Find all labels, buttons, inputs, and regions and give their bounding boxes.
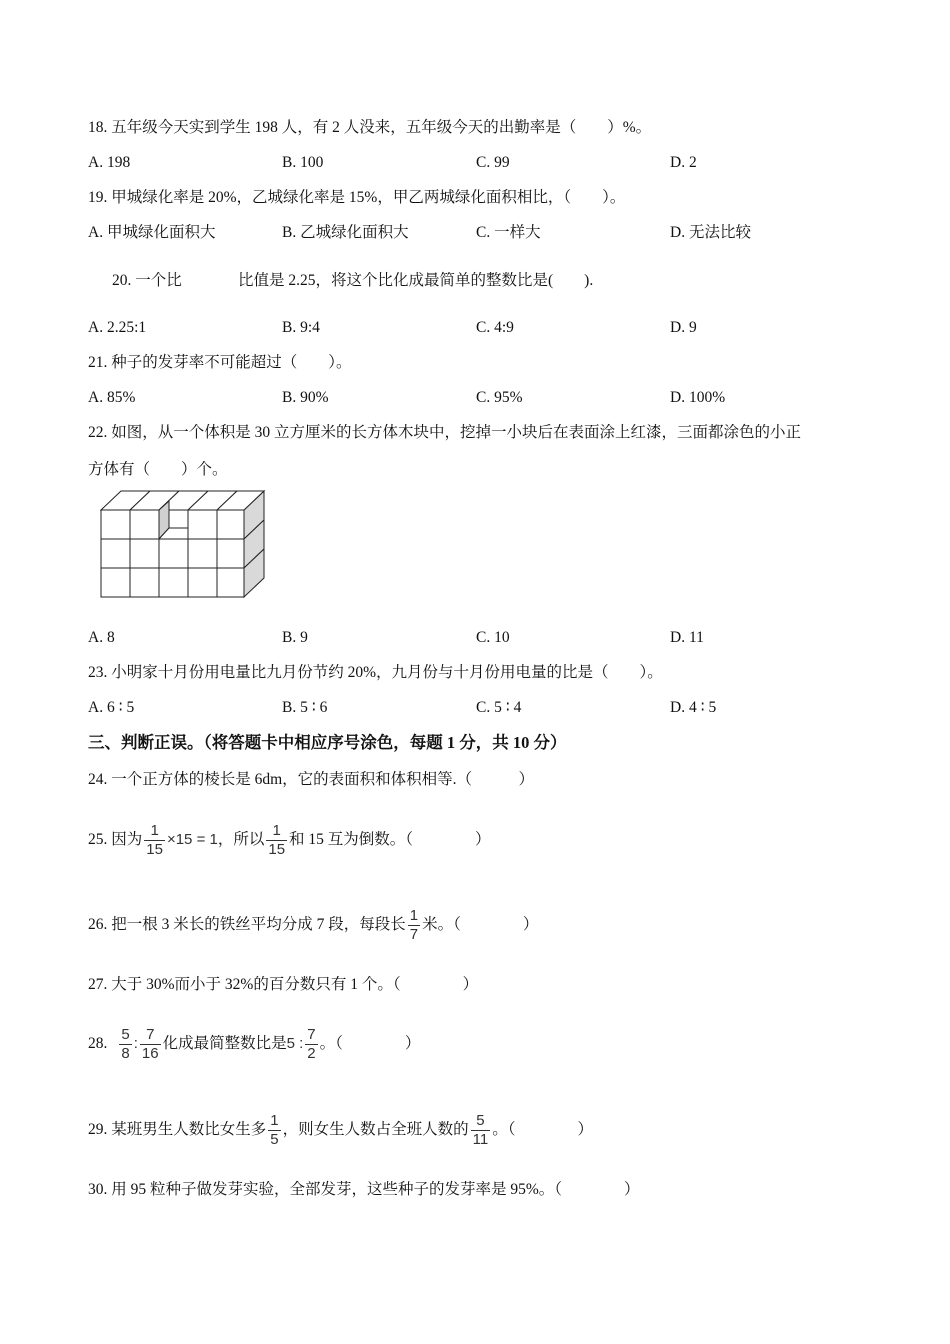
q25-prefix: 25. 因为: [88, 831, 143, 848]
question-22-line2: 方体有（ ）个。: [88, 461, 228, 478]
question-21-text: 21. 种子的发芽率不可能超过（ ）。: [88, 354, 352, 371]
question-26: [88, 897, 538, 953]
q18-option-c[interactable]: C. 99: [476, 154, 510, 171]
q25-f1-denominator: 15: [146, 840, 163, 858]
q25-f2-denominator: 15: [268, 840, 286, 858]
q22-option-b[interactable]: B. 9: [282, 629, 308, 646]
q29-f2-numerator: 5: [476, 1111, 485, 1129]
front-cube-r1c5: [217, 510, 244, 539]
q22-option-c[interactable]: C. 10: [476, 629, 510, 646]
q26-tail: 米。（ ）: [422, 916, 539, 933]
q28-f3-denominator: 2: [307, 1044, 316, 1062]
q29-fraction-2: [471, 1112, 491, 1149]
q20-option-b[interactable]: B. 9:4: [282, 319, 320, 336]
q18-option-a[interactable]: A. 198: [88, 154, 131, 171]
question-24-text: 24. 一个正方体的棱长是 6dm，它的表面积和体积相等.（ ）: [88, 771, 535, 788]
front-cube-r1c1: [101, 510, 130, 539]
q26-fraction: [408, 907, 420, 944]
q28-ratio-left: 5 :: [286, 1035, 304, 1052]
q26-denominator: 7: [409, 925, 419, 943]
q22-option-d[interactable]: D. 11: [670, 629, 704, 646]
front-cube-r3c1: [101, 568, 130, 597]
q21-option-b[interactable]: B. 90%: [282, 389, 329, 406]
q21-option-d[interactable]: D. 100%: [670, 389, 726, 406]
q28-prefix: 28.: [88, 1035, 108, 1052]
front-cube-r2c2: [130, 539, 159, 568]
q29-f2-denominator: 11: [472, 1130, 489, 1148]
question-19-text: 19. 甲城绿化率是 20%，乙城绿化率是 15%，甲乙两城绿化面积相比，（ ）。: [88, 189, 626, 206]
q25-fraction-2: [266, 822, 287, 859]
q25-f1-numerator: 1: [150, 821, 159, 839]
front-cube-r2c5: [217, 539, 244, 568]
q25-tail: 和 15 互为倒数。（ ）: [289, 831, 491, 848]
q29-tail: 。（ ）: [492, 1121, 593, 1138]
question-27-text: 27. 大于 30%而小于 32%的百分数只有 1 个。（ ）: [88, 976, 479, 993]
q28-f2-numerator: 7: [146, 1025, 155, 1043]
question-30-text: 30. 用 95 粒种子做发芽实验，全部发芽，这些种子的发芽率是 95%。（ ）: [88, 1181, 640, 1198]
q29-middle-text: ，则女生人数占全班人数的: [282, 1121, 469, 1138]
q20-option-a[interactable]: A. 2.25:1: [88, 319, 147, 336]
q19-option-a[interactable]: A. 甲城绿化面积大: [88, 224, 216, 241]
q26-numerator: 1: [409, 906, 419, 924]
section-3-title: 三、判断正误。（将答题卡中相应序号涂色，每题 1 分，共 10 分）: [88, 733, 567, 752]
front-cube-r2c4: [188, 539, 217, 568]
question-18-text: 18. 五年级今天实到学生 198 人，有 2 人没来，五年级今天的出勤率是（ ）%。: [88, 119, 652, 136]
front-cube-r1c2: [130, 510, 159, 539]
question-25: [88, 812, 491, 868]
question-20-part2: 比值是 2.25，将这个比化成最简单的整数比是( ).: [238, 272, 594, 289]
q29-f1-denominator: 5: [270, 1130, 279, 1148]
q23-option-b[interactable]: B. 5 ∶ 6: [282, 699, 328, 716]
q29-fraction-1: [268, 1112, 280, 1149]
question-22-line1: 22. 如图，从一个体积是 30 立方厘米的长方体木块中，挖掉一小块后在表面涂上红漆，三面都涂色的小正: [88, 424, 802, 441]
q23-option-a[interactable]: A. 6 ∶ 5: [88, 699, 135, 716]
q19-option-b[interactable]: B. 乙城绿化面积大: [282, 224, 409, 241]
q29-prefix: 29. 某班男生人数比女生多: [88, 1121, 267, 1138]
q25-f2-numerator: 1: [272, 821, 281, 839]
q18-option-b[interactable]: B. 100: [282, 154, 324, 171]
q28-tail: 。（ ）: [319, 1035, 421, 1052]
q25-middle-text: ，所以: [217, 831, 265, 848]
q19-option-c[interactable]: C. 一样大: [476, 224, 541, 241]
q19-option-d[interactable]: D. 无法比较: [670, 224, 751, 241]
q28-f3-numerator: 7: [307, 1025, 316, 1043]
front-cube-r3c3: [159, 568, 188, 597]
question-23-text: 23. 小明家十月份用电量比九月份节约 20%，九月份与十月份用电量的比是（ ）。: [88, 664, 663, 681]
q20-option-c[interactable]: C. 4:9: [476, 319, 514, 336]
q21-option-c[interactable]: C. 95%: [476, 389, 523, 406]
q20-option-d[interactable]: D. 9: [670, 319, 697, 336]
q28-f1-numerator: 5: [121, 1025, 130, 1043]
q25-times-expression: ×15 = 1: [166, 831, 218, 848]
cuboid-figure: [99, 489, 269, 599]
q28-fraction-3: [305, 1026, 317, 1063]
q23-option-d[interactable]: D. 4 ∶ 5: [670, 699, 717, 716]
q23-option-c[interactable]: C. 5 ∶ 4: [476, 699, 522, 716]
q21-option-a[interactable]: A. 85%: [88, 389, 136, 406]
q28-f2-denominator: 16: [141, 1044, 159, 1062]
front-cube-r2c1: [101, 539, 130, 568]
front-cube-r1c4: [188, 510, 217, 539]
question-28: [88, 1016, 420, 1072]
question-29: [88, 1102, 593, 1158]
q22-option-a[interactable]: A. 8: [88, 629, 115, 646]
q28-middle-text: 化成最简整数比是: [162, 1035, 287, 1052]
q28-fraction-2: [140, 1026, 161, 1063]
q25-fraction-1: [144, 822, 165, 859]
front-cube-r2c3: [159, 539, 188, 568]
q18-option-d[interactable]: D. 2: [670, 154, 697, 171]
question-20-part1: 20. 一个比: [112, 272, 182, 289]
q28-f1-denominator: 8: [121, 1044, 130, 1062]
q28-fraction-1: [119, 1026, 131, 1063]
q29-f1-numerator: 1: [270, 1111, 279, 1129]
front-cube-r3c2: [130, 568, 159, 597]
q26-prefix: 26. 把一根 3 米长的铁丝平均分成 7 段，每段长: [88, 916, 406, 933]
front-cube-r3c4: [188, 568, 217, 597]
q28-colon: :: [133, 1035, 138, 1052]
front-cube-r3c5: [217, 568, 244, 597]
